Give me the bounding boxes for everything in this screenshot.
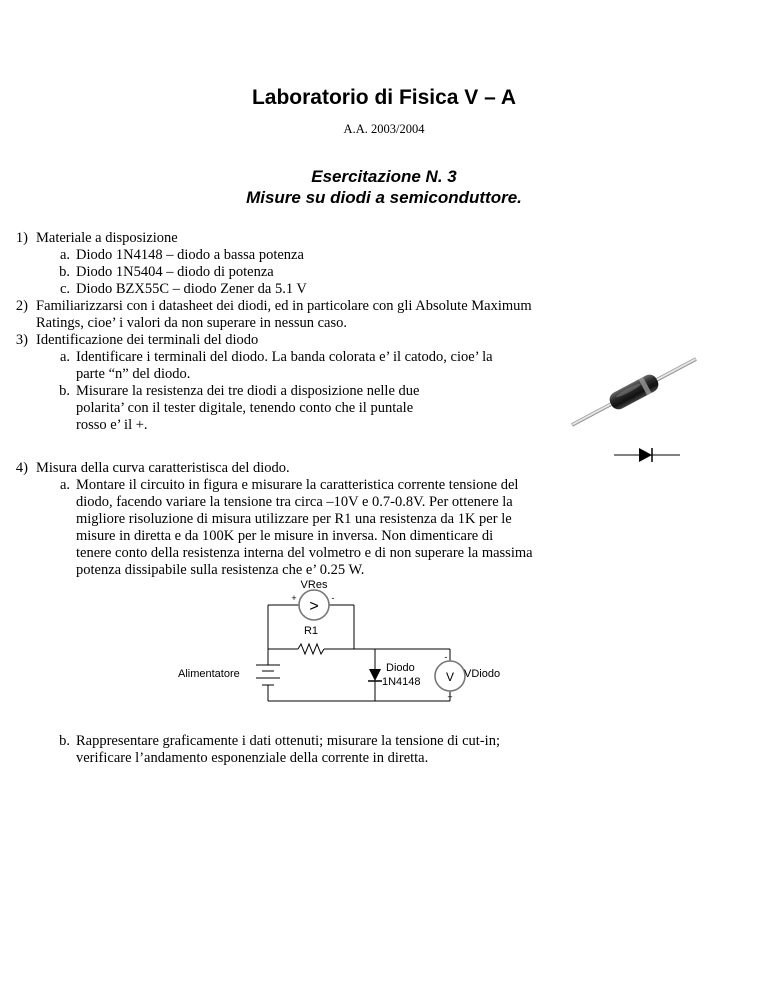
section-1-text: Materiale a disposizione [36,230,178,246]
section-4-a-line-2: diodo, facendo variare la tensione tra circa –10V e 0.7-0.8V. Per ottenere la [76,494,513,510]
section-3-a-line-1: Identificare i terminali del diodo. La banda colorata e’ il catodo, cioe’ la [76,349,493,365]
diode-part-label: 1N4148 [382,676,421,688]
section-4-b-line-1: Rappresentare graficamente i dati ottenuti; misurare la tensione di cut-in; [76,733,500,749]
section-3-number: 3) [15,332,28,348]
exercise-heading [0,166,768,208]
document-title: Laboratorio di Fisica V – A [251,86,517,109]
section-1-item-a: Diodo 1N4148 – diodo a bassa potenza [76,247,304,263]
section-3-b-line-1: Misurare la resistenza dei tre diodi a disposizione nelle due [76,383,420,399]
vdiodo-symbol: V [445,670,455,684]
section-3-a-letter: a. [59,349,70,365]
section-4-a-line-3: migliore risoluzione di misura utilizzare per R1 una resistenza da 1K per le [76,511,512,527]
exercise-number: Esercitazione N. 3 [311,167,457,186]
section-4-number: 4) [15,460,28,476]
vdiodo-label: VDiodo [464,668,501,680]
vres-label: VRes [300,579,328,591]
academic-year: A.A. 2003/2004 [343,122,425,136]
section-4-b-letter: b. [59,733,70,749]
diode-1n4148-icon [368,669,382,681]
section-3-b-line-3: rosso e’ il +. [76,417,148,433]
section-2-line-1: Familiarizzarsi con i datasheet dei diodi, ed in particolare con gli Absolute Maximum [36,298,532,314]
vdiodo-plus: + [447,692,453,702]
supply-label: Alimentatore [178,668,240,680]
section-3-b-letter: b. [59,383,70,399]
diode-label: Diodo [386,662,415,674]
section-4-b-line-2: verificare l’andamento esponenziale della corrente in diretta. [76,750,429,766]
vres-plus: + [291,593,297,603]
section-1-number: 1) [15,230,28,246]
section-2-number: 2) [15,298,28,314]
section-2-line-2: Ratings, cioe’ i valori da non superare in nessun caso. [36,315,347,331]
resistor-r1-icon [298,644,324,654]
exercise-subtitle: Misure su diodi a semiconduttore. [246,188,522,207]
section-4-a-line-4: misure in diretta e da 100K per le misure in inversa. Non dimenticare di [76,528,494,544]
section-3-b-line-2: polarita’ con il tester digitale, tenendo conto che il puntale [76,400,414,416]
circuit-diagram [160,575,560,725]
section-4-a-line-5: tenere conto della resistenza interna del volmetro e di non superare la massima [76,545,533,561]
section-1-item-c: Diodo BZX55C – diodo Zener da 5.1 V [76,281,307,297]
vres-symbol: > [309,598,319,615]
diode-symbol-icon [612,444,682,466]
section-1-item-c-letter: c. [59,281,70,297]
section-1-item-b: Diodo 1N5404 – diodo di potenza [76,264,274,280]
section-1-item-a-letter: a. [59,247,70,263]
section-3-text: Identificazione dei terminali del diodo [36,332,259,348]
section-4-text: Misura della curva caratteristisca del diodo. [36,460,290,476]
section-1-item-b-letter: b. [59,264,70,280]
r1-label: R1 [303,625,319,637]
section-3-a-line-2: parte “n” del diodo. [76,366,191,382]
vres-minus: - [331,593,335,603]
section-4-a-letter: a. [59,477,70,493]
section-4-a-line-6: potenza dissipabile sulla resistenza che e’ 0.25 W. [76,562,365,578]
section-4-a-line-1: Montare il circuito in figura e misurare la caratteristica corrente tensione del [76,477,519,493]
battery-icon [256,665,280,685]
vdiodo-minus: - [444,652,448,662]
